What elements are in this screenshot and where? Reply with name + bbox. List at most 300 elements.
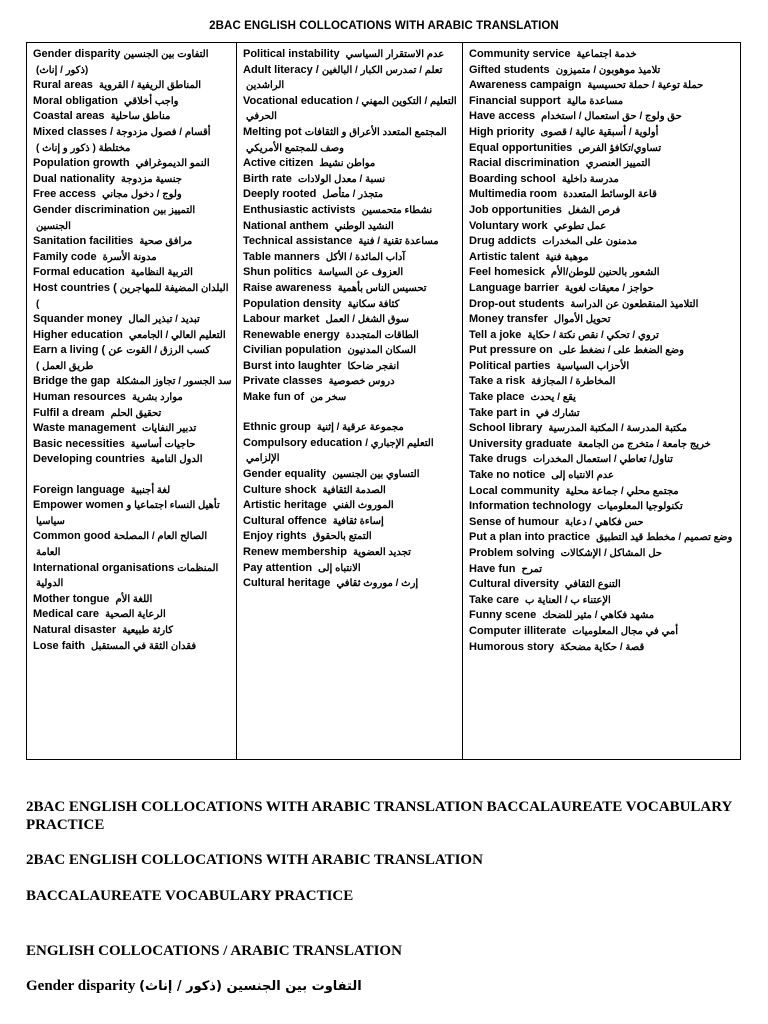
- collocation-arabic: التمييز العنصري: [585, 158, 651, 170]
- collocation-entry: [243, 374, 458, 390]
- collocation-arabic: تحسيس الناس بأهمية: [337, 282, 427, 294]
- heading-english-arabic: ENGLISH COLLOCATIONS / ARABIC TRANSLATION: [26, 943, 402, 959]
- collocation-entry: [469, 343, 736, 359]
- collocation-english: Take place: [469, 391, 525, 404]
- collocation-arabic: نسبة / معدل الولادات: [297, 173, 386, 185]
- collocation-entry: [243, 529, 458, 545]
- collocation-english: Local community: [469, 484, 560, 497]
- vocabulary-table: [26, 42, 741, 760]
- collocation-entry: [469, 312, 736, 328]
- collocation-entry: [469, 608, 736, 624]
- collocation-english: Family code: [33, 250, 97, 263]
- collocation-entry: [469, 141, 736, 157]
- collocation-english: Dual nationality: [33, 172, 115, 185]
- collocation-english: Funny scene: [469, 609, 537, 622]
- collocation-entry: [33, 390, 232, 406]
- collocation-english: Moral obligation: [33, 94, 118, 107]
- collocation-english: Renew membership: [243, 546, 347, 558]
- collocation-english: Cultural diversity: [469, 578, 559, 591]
- collocation-arabic: مدرسة داخلية: [561, 173, 619, 185]
- collocation-entry: [33, 529, 232, 560]
- heading-collocations: 2BAC ENGLISH COLLOCATIONS WITH ARABIC TRANSLATION: [26, 852, 483, 868]
- collocation-arabic: أقسام / فصول مزدوجة مختلطة ( ذكور و إناث ): [36, 126, 211, 154]
- collocation-entry: [469, 452, 736, 468]
- collocation-english: Financial support: [469, 94, 561, 107]
- collocation-english: Political instability: [243, 48, 340, 60]
- collocation-english: Take a risk: [469, 375, 526, 388]
- collocation-entry: [243, 94, 458, 125]
- collocation-english: Multimedia room: [469, 188, 558, 201]
- collocation-english: Deeply rooted: [243, 188, 317, 201]
- collocation-entry: [33, 156, 232, 172]
- collocation-english: Enjoy rights: [243, 530, 307, 543]
- collocation-arabic: تروي / تحكي / نقص نكتة / حكاية: [527, 329, 659, 341]
- collocation-arabic: الموروث الفني: [332, 500, 394, 512]
- collocation-entry: [469, 515, 736, 531]
- collocation-entry: [243, 514, 458, 530]
- collocation-arabic: الأحزاب السياسية: [556, 360, 630, 372]
- collocation-arabic: أمي في مجال المعلوميات: [572, 625, 679, 637]
- collocation-arabic: تحقيق الحلم: [110, 407, 162, 419]
- collocation-entry: [469, 125, 736, 141]
- collocation-entry: [33, 234, 232, 250]
- collocation-english: Common good: [33, 530, 111, 543]
- collocation-entry: [33, 172, 232, 188]
- collocation-arabic: النمو الديموغرافي: [135, 158, 210, 170]
- collocation-arabic: مرافق صحية: [139, 236, 193, 248]
- collocation-arabic: البلدان المضيفة للمهاجرين ): [36, 282, 229, 310]
- collocation-arabic: لغة أجنبية: [130, 484, 171, 496]
- collocation-english: Shun politics: [243, 266, 313, 279]
- collocation-english: Birth rate: [243, 172, 292, 185]
- collocation-arabic: تمرح: [521, 563, 543, 575]
- collocation-entry: [469, 546, 736, 562]
- collocation-english: Put a plan into practice: [469, 531, 591, 544]
- collocation-entry: [243, 234, 458, 250]
- collocation-entry: [33, 561, 232, 592]
- collocation-english: Awareness campaign: [469, 79, 582, 92]
- collocation-entry: [469, 156, 736, 172]
- collocation-english: Private classes: [243, 375, 323, 388]
- collocation-arabic: عدم الاستقرار السياسي: [345, 49, 445, 60]
- collocation-entry: [243, 47, 458, 63]
- collocation-entry: [469, 577, 736, 593]
- collocation-arabic: الطاقات المتجددة: [345, 329, 419, 341]
- collocation-english: Table manners: [243, 250, 320, 263]
- collocation-arabic: السكان المدنيون: [347, 345, 417, 357]
- collocation-english: Pay attention: [243, 561, 313, 574]
- collocation-english: International organisations: [33, 561, 175, 574]
- collocation-arabic: مساعدة مالية: [566, 95, 624, 107]
- collocation-arabic: حق ولوج / حق استعمال / استخدام: [541, 111, 682, 123]
- collocation-english: Active citizen: [243, 157, 314, 170]
- collocation-arabic: تحويل الأموال: [553, 314, 611, 326]
- example-entry-english: Gender disparity: [26, 978, 136, 994]
- collocation-english: Squander money: [33, 313, 123, 326]
- collocation-english: Earn a living ( عن: [33, 344, 124, 357]
- collocation-arabic: تشارك في: [536, 407, 580, 419]
- collocation-english: Enthusiastic activists: [243, 203, 356, 216]
- collocation-arabic: التفاوت بين الجنسين (ذكور / إناث): [36, 49, 209, 76]
- collocation-english: Artistic heritage: [243, 499, 327, 512]
- collocation-arabic: مساعدة تقنية / فنية: [358, 236, 439, 248]
- entry-spacer: [33, 468, 232, 483]
- collocation-english: Drop-out students: [469, 297, 565, 310]
- collocation-entry: [469, 187, 736, 203]
- collocation-arabic: تناول/ تعاطي / استعمال المخدرات: [532, 454, 673, 466]
- collocation-english: Money transfer: [469, 313, 548, 326]
- collocation-entry: [469, 265, 736, 281]
- collocation-arabic: وضع الضغط على / نضغط على: [558, 345, 684, 357]
- collocation-entry: [33, 498, 232, 529]
- collocation-english: National anthem: [243, 219, 329, 232]
- collocation-entry: [469, 437, 736, 453]
- collocation-arabic: تأهيل النساء اجتماعيا و سياسيا: [36, 500, 220, 527]
- collocation-entry: [243, 125, 458, 156]
- collocation-entry: [33, 265, 232, 281]
- collocation-entry: [469, 359, 736, 375]
- collocation-entry: [469, 78, 736, 94]
- collocation-english: Free access: [33, 188, 96, 201]
- collocation-arabic: مدمنون على المخدرات: [542, 236, 638, 248]
- collocation-entry: [469, 109, 736, 125]
- collocation-english: High priority: [469, 125, 535, 138]
- collocation-entry: [243, 250, 458, 266]
- collocation-english: Higher education: [33, 328, 123, 341]
- example-entry-arabic: (ذكور / إناث) التفاوت بين الجنسين: [139, 979, 362, 994]
- collocation-english: Culture shock: [243, 483, 317, 496]
- collocation-english: Natural disaster: [33, 623, 117, 636]
- collocation-arabic: وضع تصميم / مخطط قيد التطبيق: [596, 532, 733, 544]
- collocation-arabic: موهبة فنية: [545, 251, 589, 263]
- collocation-arabic: مواطن نشيط: [319, 158, 376, 170]
- collocation-english: Artistic talent: [469, 250, 540, 263]
- collocation-entry: [469, 421, 736, 437]
- collocation-english: Raise awareness: [243, 281, 332, 294]
- collocation-arabic: المنظمات الدولية: [36, 562, 219, 590]
- collocation-entry: [243, 281, 458, 297]
- collocation-english: University graduate: [469, 437, 572, 450]
- collocation-english: Ethnic group: [243, 421, 311, 434]
- collocation-english: Bridge the gap: [33, 375, 111, 388]
- collocation-entry: [469, 562, 736, 578]
- collocation-arabic: قصة / حكاية مضحكة: [560, 641, 645, 653]
- collocation-entry: [243, 328, 458, 344]
- collocation-arabic: تجديد العضوية: [352, 547, 411, 558]
- collocation-entry: [243, 219, 458, 235]
- collocation-english: Problem solving: [469, 547, 555, 559]
- collocation-arabic: فرص الشغل: [567, 204, 621, 216]
- collocation-arabic: الدول النامية: [150, 454, 203, 466]
- collocation-entry: [33, 125, 232, 156]
- collocation-entry: [469, 63, 736, 79]
- collocation-arabic: العزوف عن السياسة: [318, 267, 404, 279]
- collocation-entry: [243, 576, 458, 592]
- collocation-english: Take part in: [469, 406, 530, 419]
- collocation-english: Basic necessities: [33, 437, 125, 450]
- collocation-arabic: إساءة ثقافية: [332, 515, 384, 527]
- collocation-entry: [469, 593, 736, 609]
- collocation-english: Developing countries: [33, 453, 145, 466]
- collocation-english: Host countries (: [33, 281, 117, 294]
- collocation-entry: [243, 561, 458, 577]
- collocation-entry: [243, 436, 458, 467]
- collocation-arabic: حاجيات أساسية: [130, 438, 196, 450]
- collocation-english: Feel homesick: [469, 266, 545, 279]
- collocation-entry: [469, 234, 736, 250]
- collocation-arabic: كارثة طبيعية: [122, 624, 173, 636]
- example-entry: [26, 977, 746, 996]
- collocation-arabic: مناطق ساحلية: [110, 111, 171, 123]
- collocation-arabic: التنوع الثقافي: [564, 579, 621, 591]
- collocation-entry: [33, 328, 232, 344]
- collocation-english: Renewable energy: [243, 328, 340, 341]
- collocation-entry: [33, 452, 232, 468]
- collocation-english: Cultural offence: [243, 514, 327, 527]
- collocation-arabic: الرعاية الصحية: [105, 609, 166, 621]
- collocation-english: Information technology: [469, 500, 592, 513]
- collocation-entry: [469, 47, 736, 63]
- collocation-arabic: حملة توعية / حملة تحسيسية: [587, 80, 704, 92]
- collocation-arabic: تدبير النفايات: [141, 423, 197, 435]
- collocation-entry: [469, 484, 736, 500]
- collocation-arabic: سوق الشغل / العمل: [325, 314, 410, 326]
- collocation-english: Have access: [469, 110, 536, 123]
- collocation-arabic: الانتباه إلى: [318, 562, 361, 574]
- collocation-entry: [33, 623, 232, 639]
- collocation-english: Have fun: [469, 562, 516, 575]
- collocation-arabic: التعليم / التكوين المهني / الحرفي: [246, 95, 457, 123]
- collocation-arabic: مجموعة عرقية / إثنية: [316, 422, 404, 434]
- collocation-arabic: التعليم العالي / الجامعي: [128, 329, 226, 341]
- collocation-english: Take drugs: [469, 453, 527, 466]
- collocation-entry: [243, 63, 458, 94]
- collocation-arabic: تكنولوجيا المعلوميات: [597, 501, 683, 513]
- collocation-entry: [469, 328, 736, 344]
- collocation-arabic: يقع / يحدث: [530, 392, 576, 404]
- collocation-arabic: موارد بشرية: [132, 392, 183, 404]
- collocation-entry: [33, 437, 232, 453]
- collocation-arabic: انفجر ضاحكا: [347, 360, 400, 372]
- collocation-entry: [469, 374, 736, 390]
- collocation-entry: [33, 406, 232, 422]
- entry-spacer: [243, 406, 458, 421]
- collocation-arabic: خريج جامعة / متخرج من الجامعة: [577, 438, 711, 450]
- collocation-arabic: مشهد فكاهي / مثير للضحك: [542, 610, 655, 622]
- collocation-arabic: التربية النظامية: [130, 267, 193, 279]
- collocation-arabic: المخاطرة / المجازفة: [531, 376, 616, 388]
- collocation-arabic: خدمة اجتماعية: [576, 49, 637, 60]
- heading-vocabulary-practice: BACCALAUREATE VOCABULARY PRACTICE: [26, 888, 354, 904]
- collocation-english: Burst into laughter: [243, 359, 342, 372]
- collocation-english: Coastal areas: [33, 110, 105, 123]
- collocation-arabic: تبديد / تبذير المال: [128, 314, 200, 326]
- collocation-entry: [469, 624, 736, 640]
- collocation-arabic: اللغة الأم: [115, 593, 153, 605]
- collocation-arabic: مجتمع محلي / جماعة محلية: [565, 485, 679, 497]
- collocation-entry: [243, 203, 458, 219]
- table-column-2: [237, 43, 463, 759]
- collocation-english: Gender disparity: [33, 48, 121, 60]
- collocation-entry: [33, 109, 232, 125]
- collocation-english: Gifted students: [469, 63, 550, 76]
- collocation-english: Mixed classes /: [33, 125, 114, 138]
- collocation-english: Job opportunities: [469, 203, 562, 216]
- collocation-arabic: سد الجسور / تجاوز المشكلة: [116, 376, 232, 388]
- collocation-english: Drug addicts: [469, 235, 537, 248]
- collocation-english: Population growth: [33, 157, 130, 170]
- collocation-english: Sense of humour: [469, 515, 559, 528]
- collocation-entry: [243, 187, 458, 203]
- collocation-english: Language barrier: [469, 281, 559, 294]
- collocation-entry: [243, 359, 458, 375]
- collocation-entry: [469, 390, 736, 406]
- collocation-arabic: مدونة الأسرة: [102, 251, 157, 263]
- collocation-english: Foreign language: [33, 483, 125, 496]
- collocation-entry: [469, 203, 736, 219]
- collocation-entry: [243, 172, 458, 188]
- collocation-arabic: متجذر / متأصل: [322, 189, 384, 201]
- collocation-english: Equal opportunities: [469, 141, 573, 154]
- collocation-entry: [33, 47, 232, 78]
- collocation-arabic: تلاميذ موهوبون / متميزون: [555, 64, 661, 76]
- collocation-arabic: الصالح العام / المصلحة العامة: [36, 531, 208, 558]
- collocation-arabic: ولوج / دخول مجاني: [102, 189, 182, 201]
- collocation-entry: [33, 592, 232, 608]
- collocation-english: Gender discrimination: [33, 203, 150, 216]
- collocation-entry: [33, 374, 232, 390]
- collocation-entry: [243, 467, 458, 483]
- collocation-arabic: دروس خصوصية: [328, 376, 395, 388]
- collocation-entry: [33, 187, 232, 203]
- collocation-english: Civilian population: [243, 344, 342, 357]
- collocation-arabic: عمل تطوعي: [553, 220, 607, 232]
- collocation-arabic: إرث / موروث ثقافي: [336, 578, 419, 590]
- collocation-english: Cultural heritage: [243, 577, 331, 590]
- collocation-english: Political parties: [469, 359, 551, 372]
- collocation-entry: [33, 203, 232, 234]
- collocation-entry: [243, 265, 458, 281]
- collocation-english: Racial discrimination: [469, 157, 580, 170]
- collocation-english: Sanitation facilities: [33, 235, 134, 248]
- collocation-arabic: تعلم / تمدرس الكبار / البالغين الراشدين: [246, 64, 443, 92]
- collocation-arabic: حل المشاكل / الإشكالات: [560, 548, 662, 559]
- collocation-entry: [469, 530, 736, 546]
- collocation-english: Compulsory education: [243, 436, 363, 449]
- collocation-arabic: سخر من: [310, 392, 347, 404]
- collocation-arabic: عدم الانتباه إلى: [551, 470, 614, 482]
- collocation-english: Take no notice: [469, 469, 546, 482]
- collocation-arabic: حس فكاهي / دعابة: [564, 516, 644, 528]
- collocation-english: Mother tongue: [33, 592, 110, 605]
- collocation-english: Medical care: [33, 608, 100, 621]
- collocation-arabic: التساوي بين الجنسين: [332, 469, 420, 481]
- collocation-english: Tell a joke: [469, 328, 522, 341]
- collocation-entry: [469, 250, 736, 266]
- collocation-arabic: حواجز / معيقات لغوية: [564, 282, 654, 294]
- collocation-english: Gender equality: [243, 468, 327, 481]
- collocation-english: Melting pot: [243, 125, 302, 138]
- collocation-english: Make fun of: [243, 391, 305, 404]
- collocation-entry: [243, 545, 458, 561]
- collocation-arabic: الصدمة الثقافية: [322, 484, 386, 496]
- collocation-entry: [33, 421, 232, 437]
- collocation-arabic: المناطق الريفية / القروية: [99, 80, 202, 92]
- collocation-entry: [469, 499, 736, 515]
- collocation-english: Vocational education: [243, 94, 353, 107]
- page-title: 2BAC ENGLISH COLLOCATIONS WITH ARABIC TRANSLATION: [209, 20, 559, 32]
- collocation-english: Empower women: [33, 499, 124, 512]
- collocation-entry: [243, 343, 458, 359]
- collocation-english: Human resources: [33, 391, 126, 404]
- collocation-english: Fulfil a dream: [33, 406, 105, 419]
- collocation-entry: [243, 312, 458, 328]
- collocation-entry: [469, 172, 736, 188]
- collocation-english: Humorous story: [469, 640, 554, 653]
- collocation-english: Put pressure on: [469, 344, 553, 357]
- collocation-english: Labour market: [243, 313, 320, 326]
- heading-collocations-practice: 2BAC ENGLISH COLLOCATIONS WITH ARABIC TRANSLATION BACCALAUREATE VOCABULARY PRACTICE: [26, 799, 732, 833]
- collocation-english: Take care: [469, 593, 519, 606]
- collocation-arabic: الإعتناء ب / العناية ب: [525, 594, 611, 606]
- collocation-entry: [243, 498, 458, 514]
- collocation-arabic: أولوية / أسبقية عالية / قصوى: [540, 126, 659, 138]
- collocation-entry: [243, 420, 458, 436]
- collocation-entry: [33, 343, 232, 374]
- collocation-entry: [33, 639, 232, 655]
- table-column-3: [463, 43, 740, 759]
- collocation-entry: [243, 483, 458, 499]
- collocation-arabic: آداب المائدة / الأكل: [325, 251, 406, 263]
- collocation-entry: [469, 219, 736, 235]
- collocation-english: Community service: [469, 48, 571, 60]
- collocation-english: Adult literacy /: [243, 63, 319, 76]
- collocation-english: Computer illiterate: [469, 624, 567, 637]
- collocation-english: School library: [469, 422, 543, 435]
- collocation-arabic: قاعة الوسائط المتعددة: [563, 189, 657, 201]
- collocation-entry: [469, 640, 736, 656]
- collocation-arabic: التمييز بين الجنسين: [36, 204, 196, 232]
- collocation-entry: [469, 297, 736, 313]
- collocation-entry: [33, 250, 232, 266]
- collocation-arabic: المجتمع المتعدد الأعراق و الثقافات وصف للمجتمع الأمريكي: [246, 126, 447, 154]
- collocation-entry: [33, 78, 232, 94]
- collocation-entry: [33, 607, 232, 623]
- collocation-arabic: التعليم الإجباري / الإلزامي: [246, 437, 434, 465]
- collocation-arabic: مكتبة المدرسة / المكتبة المدرسية: [548, 423, 687, 435]
- collocation-english: Waste management: [33, 422, 136, 435]
- collocation-entry: [469, 94, 736, 110]
- collocation-english: Boarding school: [469, 172, 556, 185]
- collocation-arabic: الشعور بالحنين للوطن/الأم: [550, 267, 660, 279]
- collocation-arabic: النشيد الوطني: [334, 220, 394, 232]
- collocation-arabic: جنسية مزدوجة: [120, 173, 182, 185]
- collocation-arabic: نشطاء متحمسين: [361, 204, 433, 216]
- collocation-entry: [243, 390, 458, 406]
- collocation-english: Population density: [243, 297, 342, 310]
- collocation-english: Technical assistance: [243, 235, 353, 248]
- collocation-entry: [33, 281, 232, 312]
- collocation-entry: [469, 406, 736, 422]
- collocation-english: Formal education: [33, 266, 125, 279]
- table-column-1: [27, 43, 237, 759]
- collocation-entry: [243, 156, 458, 172]
- collocation-arabic: التمتع بالحقوق: [312, 531, 372, 543]
- collocation-arabic: التلاميذ المنقطعون عن الدراسة: [570, 298, 699, 310]
- collocation-entry: [33, 483, 232, 499]
- collocation-english: Lose faith: [33, 639, 85, 652]
- collocation-arabic: كسب الرزق / القوت طريق العمل ): [36, 345, 211, 372]
